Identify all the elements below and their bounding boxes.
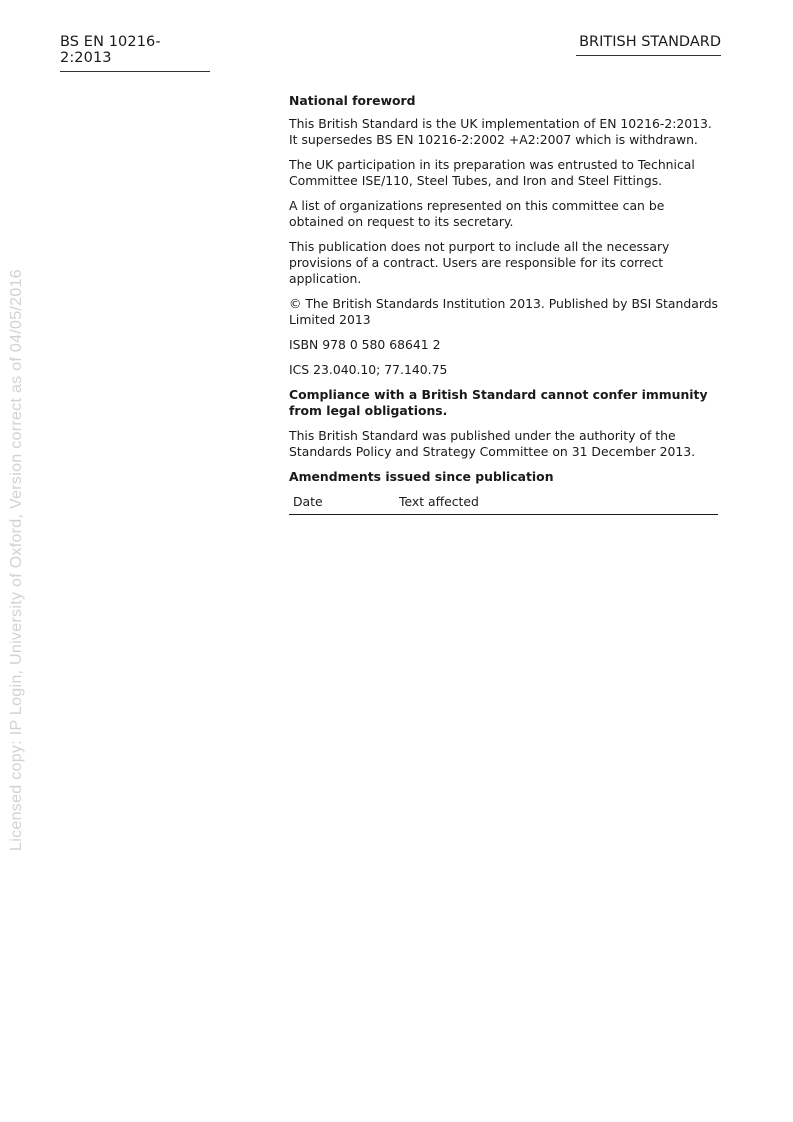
amendments-heading: Amendments issued since publication bbox=[289, 469, 554, 484]
national-foreword bbox=[289, 93, 719, 515]
foreword-title: National foreword bbox=[289, 93, 416, 108]
publication-authority: This British Standard was published under the authority of the Standards Policy and Strategy Committee on 31 December 2013. bbox=[289, 428, 696, 459]
foreword-paragraph-committee: The UK participation in its preparation was entrusted to Technical Committee ISE/110, Steel Tubes, and Iron and Steel Fittings. bbox=[289, 157, 695, 188]
column-header-text-affected: Text affected bbox=[395, 494, 718, 515]
ics-codes: ICS 23.040.10; 77.140.75 bbox=[289, 362, 448, 377]
compliance-statement: Compliance with a British Standard cannot confer immunity from legal obligations. bbox=[289, 387, 708, 418]
foreword-paragraph-implementation: This British Standard is the UK implementation of EN 10216-2:2013. It supersedes BS EN 10216-2:2002 +A2:2007 which is withdrawn. bbox=[289, 116, 712, 147]
license-watermark: Licensed copy: IP Login, University of Oxford, Version correct as of 04/05/2016 bbox=[8, 269, 25, 851]
document-reference: BS EN 10216-2:2013 bbox=[60, 34, 210, 72]
foreword-paragraph-organizations: A list of organizations represented on this committee can be obtained on request to its secretary. bbox=[289, 198, 665, 229]
column-header-date: Date bbox=[289, 494, 395, 515]
amendments-table bbox=[289, 494, 718, 515]
isbn: ISBN 978 0 580 68641 2 bbox=[289, 337, 441, 352]
foreword-paragraph-disclaimer: This publication does not purport to include all the necessary provisions of a contract. Users are responsible for its correct application. bbox=[289, 239, 670, 286]
copyright-notice: © The British Standards Institution 2013. Published by BSI Standards Limited 2013 bbox=[289, 296, 719, 327]
table-header-row bbox=[289, 494, 718, 515]
standard-series-label: BRITISH STANDARD bbox=[576, 34, 721, 56]
